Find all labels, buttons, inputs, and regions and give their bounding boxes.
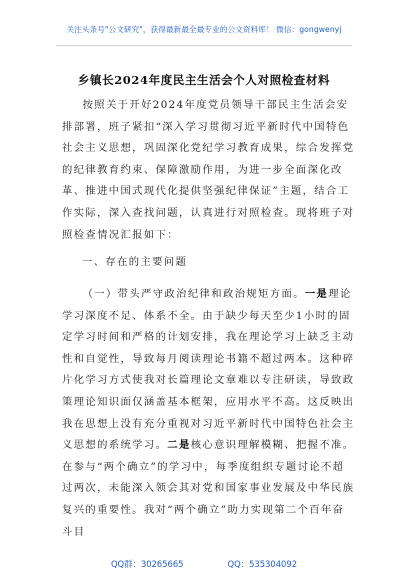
point-marker-2: 二是	[167, 439, 191, 452]
footer-contact	[0, 558, 408, 570]
document-title: 乡镇长2024年度民主生活会个人对照检查材料	[77, 73, 331, 87]
section-heading: 一、存在的主要问题	[82, 256, 188, 268]
footer-qq-group: QQ群：30265665	[110, 559, 184, 569]
body-paragraph	[62, 284, 356, 543]
header-banner: 关注头条号"公文研究"，获得最新最全最专业的公文资料库！ 微信：gongwenyj	[66, 25, 342, 34]
point-text-2: 核心意识理解模糊、把握不准。在参与“两个确立”的学习中，每季度组织专题讨论不超过两次，未能深入领会其对党和国家事业发展及中华民族复兴的重要性。我对“两个确立”助力实现第二个百年奋斗目	[62, 439, 355, 538]
paragraph-lead: （一）带头严守政治纪律和政治规矩方面。	[82, 288, 305, 300]
footer-qq-number: QQ：535304092	[227, 559, 298, 569]
point-text-1: 理论学习深度不足、体系不全。由于缺少每天至少1小时的固定学习时间和严格的计划安排，我在理论学习上缺乏主动性和自觉性，导致每月阅读理论书籍不超过两本。这种碎片化学习方式使我对长篇理论文章难以专注研读，导致政策理论知识面仅涵盖基本框架，应用水平不高。这反映出我在思想上没有充分重视对习近平新时代中国特色社会主义思想的系统学习。	[62, 288, 355, 452]
point-marker-1: 一是	[304, 288, 329, 300]
intro-paragraph: 按照关于开好2024年度党员领导干部民主生活会安排部署，班子紧扣“深入学习贯彻习近平新时代中国特色社会主义思想，巩固深化党纪学习教育成果，综合发挥党的纪律教育约束、保障激励作用，为进一步全面深化改革、推进中国式现代化提供坚强纪律保证”主题，结合工作实际，深入查找问题，认真进行对照检查。现将班子对照检查情况汇报如下：	[62, 99, 355, 241]
header-divider	[56, 45, 352, 46]
